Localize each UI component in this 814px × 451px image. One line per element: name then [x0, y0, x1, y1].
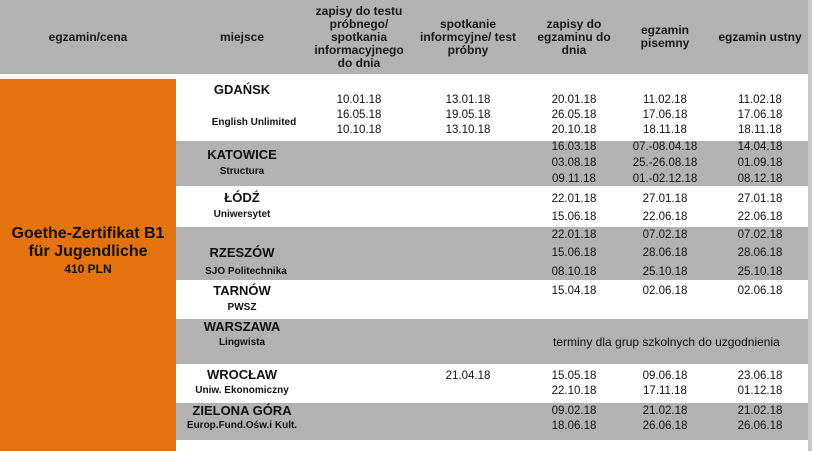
- right-edge-divider: [808, 0, 812, 451]
- column-header-test-registration: zapisy do testu próbnego/ spotkania informacyjnego do dnia: [314, 3, 404, 70]
- date-value: 18.11.18: [643, 124, 687, 136]
- date-value: 10.01.18: [336, 94, 382, 106]
- date-value: 26.05.18: [551, 109, 597, 121]
- row-band-next: [176, 442, 808, 451]
- date-value: 09.11.18: [552, 173, 596, 185]
- date-value: 22.06.18: [642, 211, 688, 223]
- exam-price: 410 PLN: [64, 262, 112, 276]
- date-value: 13.10.18: [445, 124, 491, 136]
- institution-name: Uniw. Ekonomiczny: [195, 385, 289, 396]
- column-header-oral-exam: egzamin ustny: [718, 29, 802, 44]
- city-name: WROCŁAW: [206, 367, 278, 382]
- institution-name: SJO Politechnika: [205, 266, 287, 277]
- date-value: 09.06.18: [642, 370, 688, 382]
- city-name: TARNÓW: [213, 283, 271, 298]
- column-header-info-meeting: spotkanie informcyjne/ test próbny: [419, 16, 517, 57]
- date-value: 15.05.18: [551, 370, 597, 382]
- date-value: 21.02.18: [642, 405, 688, 417]
- date-value: 28.06.18: [737, 247, 783, 259]
- exam-title-line1: Goethe-Zertifikat B1: [11, 225, 165, 242]
- date-value: 15.06.18: [551, 211, 597, 223]
- city-name: RZESZÓW: [209, 245, 275, 260]
- date-value: 23.06.18: [737, 370, 783, 382]
- date-value: 25.10.18: [642, 266, 688, 278]
- institution-name: PWSZ: [227, 302, 257, 313]
- date-value: 03.08.18: [551, 157, 597, 169]
- institution-name: Structura: [219, 166, 265, 177]
- date-value: 02.06.18: [642, 285, 688, 297]
- date-value: 16.03.18: [551, 141, 597, 153]
- date-value: 26.06.18: [737, 420, 783, 432]
- date-value: 25.10.18: [737, 266, 783, 278]
- institution-name: Europ.Fund.Ośw.i Kult.: [186, 420, 298, 431]
- date-value: 09.02.18: [551, 405, 597, 417]
- date-value: 11.02.18: [643, 94, 687, 106]
- exam-title-line2: für Jugendliche: [28, 243, 148, 260]
- date-value: 22.01.18: [551, 229, 597, 241]
- date-value: 01.-02.12.18: [632, 173, 698, 185]
- date-value: 07.02.18: [737, 229, 783, 241]
- date-value: 15.06.18: [551, 247, 597, 259]
- date-value: 25.-26.08.18: [632, 157, 698, 169]
- exam-price-cell: [0, 79, 176, 451]
- date-value: 17.06.18: [737, 109, 783, 121]
- institution-name: Uniwersytet: [213, 209, 271, 220]
- institution-name: Lingwista: [218, 337, 266, 348]
- date-value: 08.10.18: [551, 266, 597, 278]
- date-value: 17.11.18: [643, 385, 687, 397]
- date-value: 18.06.18: [551, 420, 597, 432]
- date-value: 17.06.18: [642, 109, 688, 121]
- table-header: [0, 0, 808, 74]
- date-value: 08.12.18: [737, 173, 783, 185]
- city-name: GDAŃSK: [213, 82, 271, 97]
- date-value: 07.-08.04.18: [632, 141, 698, 153]
- date-value: 07.02.18: [642, 229, 688, 241]
- date-value: 27.01.18: [642, 193, 688, 205]
- date-value: 19.05.18: [445, 109, 491, 121]
- date-value: 01.12.18: [737, 385, 783, 397]
- date-value: 15.04.18: [551, 285, 597, 297]
- city-name: KATOWICE: [207, 147, 277, 162]
- date-value: 10.10.18: [336, 124, 382, 136]
- date-value: 13.01.18: [445, 94, 491, 106]
- date-value: 22.10.18: [551, 385, 597, 397]
- date-value: 20.10.18: [551, 124, 597, 136]
- city-name: ZIELONA GÓRA: [192, 403, 292, 418]
- date-value: 22.06.18: [737, 211, 783, 223]
- date-value: 21.02.18: [737, 405, 783, 417]
- date-value: 22.01.18: [551, 193, 597, 205]
- date-value: 16.05.18: [336, 109, 382, 121]
- date-value: 14.04.18: [737, 141, 783, 153]
- column-header-written-exam: egzamin pisemny: [640, 23, 690, 50]
- date-value: 20.01.18: [551, 94, 597, 106]
- date-value: 11.02.18: [738, 94, 782, 106]
- date-value: 02.06.18: [737, 285, 783, 297]
- schedule-note: terminy dla grup szkolnych do uzgodnienia: [553, 335, 780, 349]
- column-header-place: miejsce: [219, 29, 265, 44]
- column-header-exam-price: egzamin/cena: [48, 29, 128, 44]
- date-value: 18.11.18: [738, 124, 782, 136]
- city-name: WARSZAWA: [203, 319, 281, 334]
- column-header-exam-registration: zapisy do egzaminu do dnia: [537, 16, 611, 57]
- date-value: 28.06.18: [642, 247, 688, 259]
- institution-name: English Unlimited: [211, 117, 297, 128]
- date-value: 27.01.18: [737, 193, 783, 205]
- date-value: 26.06.18: [642, 420, 688, 432]
- date-value: 21.04.18: [445, 370, 491, 382]
- date-value: 01.09.18: [737, 157, 783, 169]
- city-name: ŁÓDŹ: [224, 190, 260, 205]
